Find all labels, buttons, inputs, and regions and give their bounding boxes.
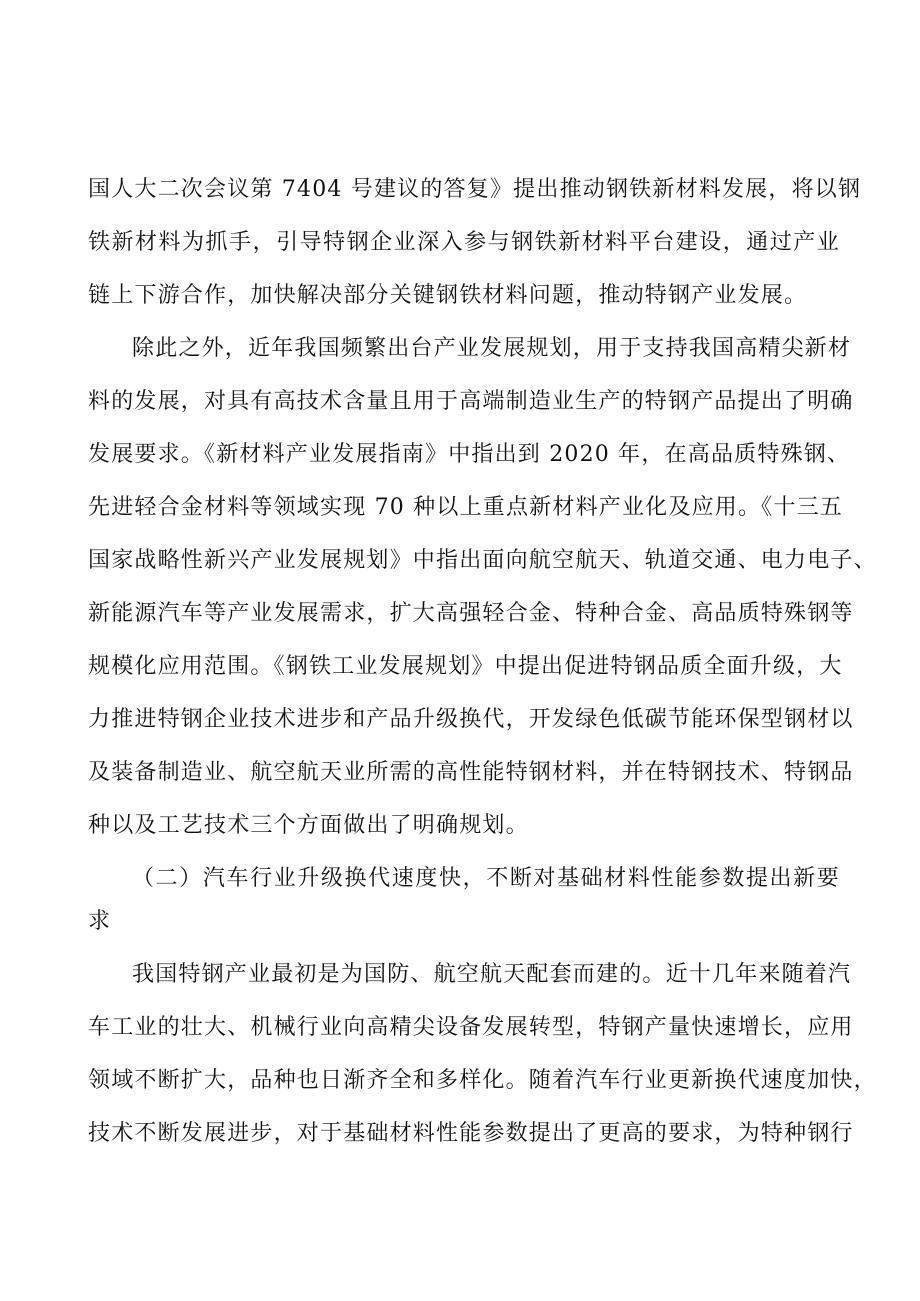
paragraph-line: 铁新材料为抓手，引导特钢企业深入参与钢铁新材料平台建设，通过产业 (88, 230, 840, 255)
section-heading-line: 求 (88, 909, 112, 934)
paragraph-line: 规模化应用范围。《钢铁工业发展规划》中提出促进特钢品质全面升级，大 (88, 654, 843, 679)
section-heading-line: （二）汽车行业升级换代速度快，不断对基础材料性能参数提出新要 (132, 866, 840, 891)
paragraph-line: 除此之外，近年我国频繁出台产业发展规划，用于支持我国高精尖新材 (132, 336, 852, 361)
paragraph-line: 车工业的壮大、机械行业向高精尖设备发展转型，特钢产量快速增长，应用 (88, 1015, 854, 1040)
paragraph-line: 及装备制造业、航空航天业所需的高性能特钢材料，并在特钢技术、特钢品 (88, 760, 854, 785)
paragraph-line: 先进轻合金材料等领域实现 70 种以上重点新材料产业化及应用。《十三五 (88, 495, 843, 520)
paragraph-line: 链上下游合作，加快解决部分关键钢铁材料问题，推动特钢产业发展。 (88, 283, 808, 308)
paragraph-line: 技术不断发展进步，对于基础材料性能参数提出了更高的要求，为特种钢行 (88, 1121, 854, 1146)
paragraph-line: 种以及工艺技术三个方面做出了明确规划。 (88, 813, 529, 838)
paragraph-line: 力推进特钢企业技术进步和产品升级换代，开发绿色低碳节能环保型钢材以 (88, 707, 854, 732)
paragraph-line: 料的发展，对具有高技术含量且用于高端制造业生产的特钢产品提出了明确 (88, 389, 854, 414)
paragraph-line: 我国特钢产业最初是为国防、航空航天配套而建的。近十几年来随着汽 (132, 962, 852, 987)
paragraph-line: 国人大二次会议第 7404 号建议的答复》提出推动钢铁新材料发展，将以钢 (88, 177, 862, 202)
paragraph-line: 新能源汽车等产业发展需求，扩大高强轻合金、特种合金、高品质特殊钢等 (88, 601, 854, 626)
paragraph-line: 国家战略性新兴产业发展规划》中指出面向航空航天、轨道交通、电力电子、 (88, 548, 877, 573)
paragraph-line: 发展要求。《新材料产业发展指南》中指出到 2020 年，在高品质特殊钢、 (88, 442, 851, 467)
paragraph-line: 领域不断扩大，品种也日渐齐全和多样化。随着汽车行业更新换代速度加快， (88, 1068, 877, 1093)
